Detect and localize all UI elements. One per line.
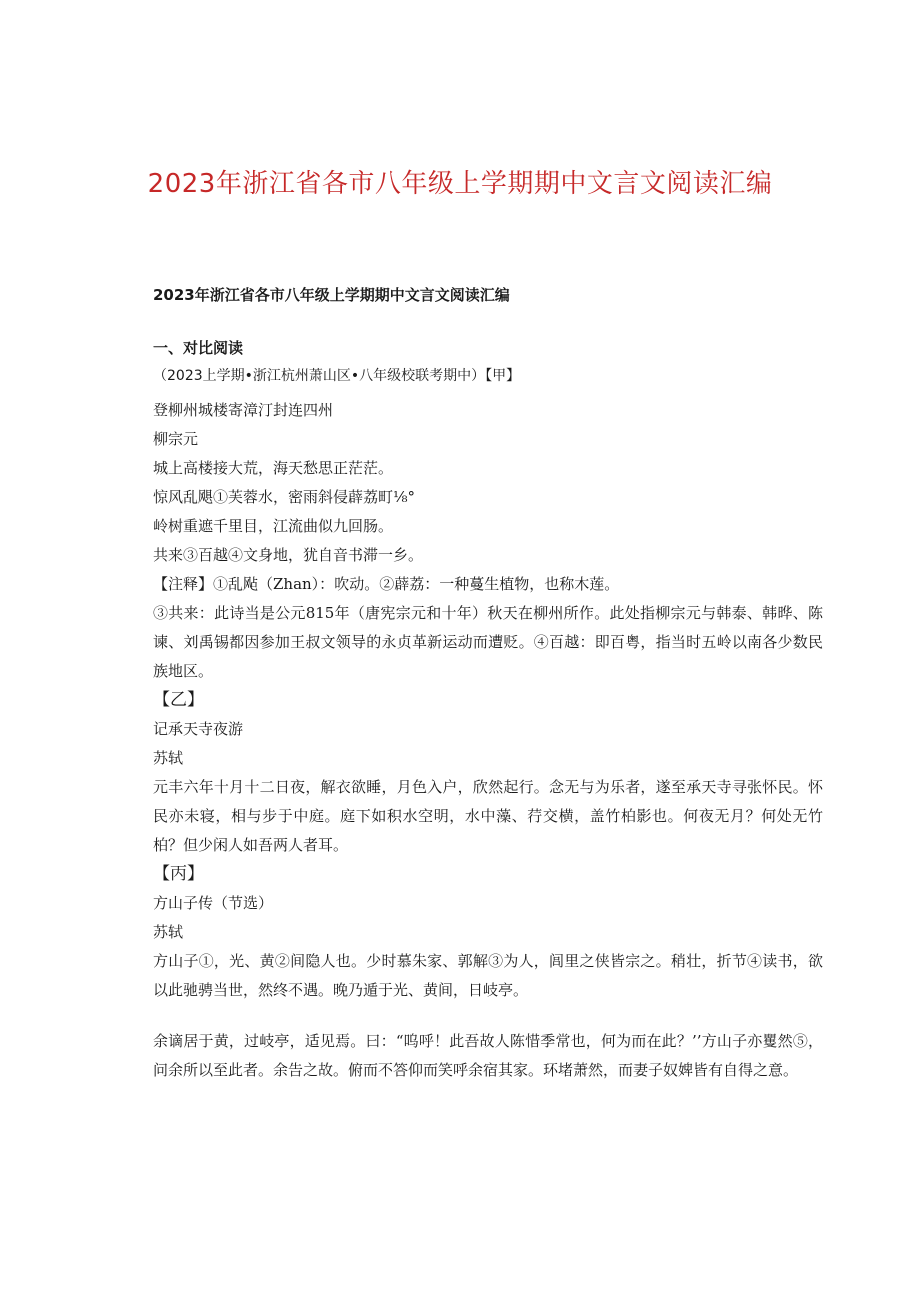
document-title: 2023年浙江省各市八年级上学期期中文言文阅读汇编 [147, 169, 773, 199]
part-label-bing: 【丙】 [153, 864, 204, 884]
essay-paragraph: 余谪居于黄，过岐亭，适见焉。曰：“呜呼！此吾故人陈惜季常也，何为而在此？’’方山子亦矍然⑤，问余所以至此者。余告之故。俯而不答仰而笑呼余宿其家。环堵萧然，而妻子奴婢皆有自得之意。 [153, 1032, 823, 1079]
poem-title: 登柳州城楼寄漳汀封连四州 [153, 401, 334, 419]
essay-title: 记承天寺夜游 [153, 720, 244, 738]
poem-author: 柳宗元 [153, 430, 199, 448]
section-heading: 一、对比阅读 [153, 339, 244, 357]
poem-line: 岭树重遮千里目，江流曲似九回肠。 [153, 517, 394, 535]
document-body [153, 282, 823, 1085]
part-label-yi: 【乙】 [153, 690, 204, 710]
annotation: 【注释】①乱飐（Zhan）：吹动。②薜荔：一种蔓生植物，也称木莲。 [153, 575, 620, 593]
poem-line: 共来③百越④文身地，犹自音书滞一乡。 [153, 546, 424, 564]
annotation: ③共来：此诗当是公元815年（唐宪宗元和十年）秋天在柳州所作。此处指柳宗元与韩泰、韩晔、陈谏、刘禹锡都因参加王叔文领导的永贞革新运动而遭贬。④百越：即百粤，指当时五岭以南各少数民族地区。 [153, 604, 823, 680]
poem-line: 惊风乱飓①芙蓉水，密雨斜侵薜荔町⅛° [153, 488, 416, 506]
essay-paragraph: 方山子①，光、黄②间隐人也。少时慕朱家、郭解③为人，闾里之侠皆宗之。稍壮，折节④读书，欲以此驰骋当世，然终不遇。晚乃遁于光、黄间，日岐亭。 [153, 952, 823, 999]
poem-line: 城上高楼接大荒，海天愁思正茫茫。 [153, 459, 394, 477]
paragraph-gap [153, 1005, 823, 1027]
essay-author: 苏轼 [153, 923, 184, 941]
essay-author: 苏轼 [153, 749, 184, 767]
essay-text: 元丰六年十月十二日夜，解衣欲睡，月色入户，欣然起行。念无与为乐者，遂至承天寺寻张怀民。怀民亦未寝，相与步于中庭。庭下如积水空明，水中藻、荇交横，盖竹柏影也。何夜无月？何处无竹柏？但少闲人如吾两人者耳。 [153, 778, 823, 854]
essay-title: 方山子传（节选） [153, 894, 274, 912]
source-note: （2023上学期•浙江杭州萧山区•八年级校联考期中）【甲】 [153, 368, 521, 384]
document-subtitle: 2023年浙江省各市八年级上学期期中文言文阅读汇编 [153, 286, 510, 304]
